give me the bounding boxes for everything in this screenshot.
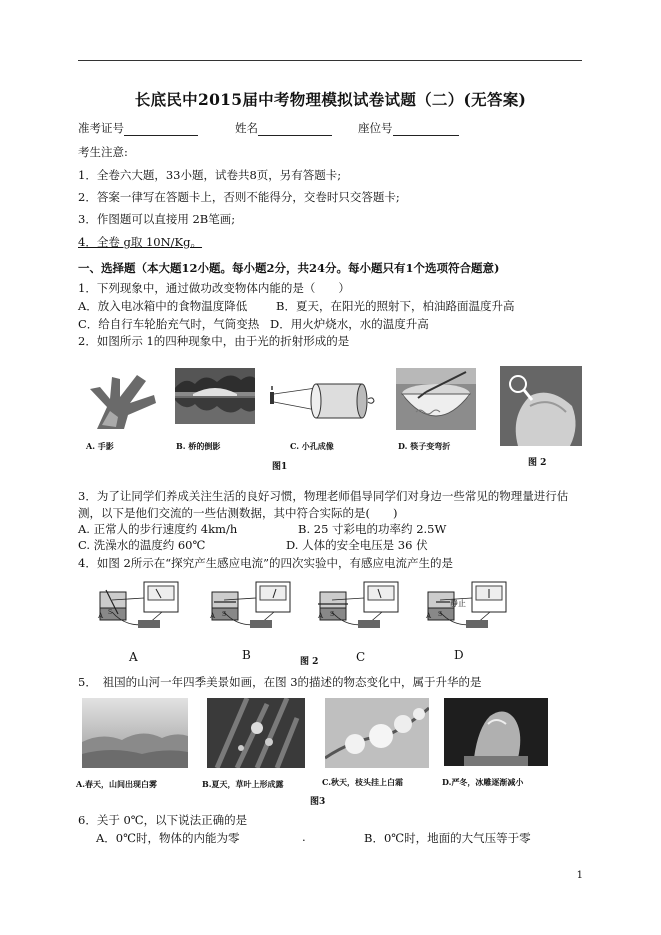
q3-option-d: D. 人体的安全电压是 36 伏 bbox=[286, 538, 428, 552]
autumn-frost-image bbox=[325, 698, 429, 768]
circuit-diagram-c bbox=[316, 578, 418, 640]
summer-dew-image bbox=[207, 698, 305, 768]
note-1: 1．全卷六大题，33小题，试卷共8页，另有答题卡; bbox=[78, 168, 342, 182]
circuit-diagram-d bbox=[424, 578, 526, 640]
candidate-id-field bbox=[78, 120, 198, 136]
fig1-label: 图1 bbox=[272, 462, 288, 472]
hand-shadow-image bbox=[82, 367, 164, 431]
name-blank bbox=[258, 123, 332, 136]
svg-text:A: A bbox=[426, 612, 432, 620]
q6-stem: 6．关于 0℃，以下说法正确的是 bbox=[78, 813, 248, 827]
name-label: 姓名 bbox=[235, 121, 258, 135]
q1-option-c: C．给自行车轮胎充气时，气筒变热 bbox=[78, 317, 260, 331]
q5-stem: 5． 祖国的山河一年四季美景如画，在图 3的描述的物态变化中，属于升华的是 bbox=[78, 675, 482, 689]
svg-text:S: S bbox=[330, 611, 335, 618]
note-4: 4．全卷 g取 10N/Kg。 bbox=[78, 235, 203, 249]
fig2-option-a: A bbox=[129, 650, 138, 664]
section-1-heading: 一、选择题（本大题12小题。每小题2分，共24分。每小题只有1个选项符合题意) bbox=[78, 261, 500, 275]
svg-text:A: A bbox=[210, 612, 216, 620]
winter-ice-sculpture-image bbox=[444, 698, 548, 766]
fig3-caption-d: D.严冬，冰雕逐渐减小 bbox=[442, 777, 524, 787]
fig2-option-d: D bbox=[454, 648, 464, 662]
q1-stem: 1．下列现象中，通过做功改变物体内能的是（ ） bbox=[78, 281, 350, 295]
chopsticks-bowl-image bbox=[396, 368, 476, 430]
fig2-option-b: B bbox=[242, 648, 251, 662]
circuit-diagram-b bbox=[208, 578, 310, 640]
q6-dot: . bbox=[302, 830, 306, 844]
fig1-caption-d: D. 筷子变弯折 bbox=[398, 441, 451, 451]
q3-option-a: A. 正常人的步行速度约 4km/h bbox=[78, 522, 238, 536]
fig2-label: 图 2 bbox=[300, 657, 319, 667]
q3-option-b: B. 25 寸彩电的功率约 2.5W bbox=[298, 522, 447, 536]
svg-text:S: S bbox=[108, 609, 113, 616]
q1-option-d: D．用火炉烧水，水的温度升高 bbox=[270, 317, 429, 331]
fig2-label-top: 图 2 bbox=[528, 458, 547, 468]
q3-option-c: C. 洗澡水的温度约 60℃ bbox=[78, 538, 206, 552]
magnifier-hand-image bbox=[500, 366, 582, 446]
spring-fog-image bbox=[82, 698, 188, 768]
seat-field bbox=[358, 120, 459, 136]
fig3-label: 图3 bbox=[310, 797, 326, 807]
seat-blank bbox=[393, 123, 459, 136]
q1-option-b: B．夏天，在阳光的照射下，柏油路面温度升高 bbox=[276, 299, 515, 313]
fig1-caption-c: C. 小孔成像 bbox=[290, 441, 334, 451]
page-number: 1 bbox=[576, 870, 583, 881]
q6-option-b: B．0℃时，地面的大气压等于零 bbox=[364, 831, 531, 845]
fig1-caption-a: A. 手影 bbox=[86, 441, 114, 451]
svg-text:S: S bbox=[438, 611, 443, 618]
svg-text:S: S bbox=[222, 611, 227, 618]
fig3-caption-a: A.春天，山间出现白雾 bbox=[76, 779, 157, 789]
fig2-option-c: C bbox=[356, 650, 366, 664]
top-rule bbox=[78, 60, 582, 61]
seat-label: 座位号 bbox=[358, 121, 393, 135]
q1-option-a: A．放入电冰箱中的食物温度降低 bbox=[78, 299, 248, 313]
bridge-reflection-image bbox=[175, 368, 255, 424]
svg-text:A: A bbox=[318, 612, 324, 620]
q4-stem: 4．如图 2所示在“探究产生感应电流”的四次实验中，有感应电流产生的是 bbox=[78, 556, 454, 570]
note-2: 2．答案一律写在答题卡上，否则不能得分，交卷时只交答题卡; bbox=[78, 190, 400, 204]
fig1-caption-b: B. 桥的倒影 bbox=[176, 441, 221, 451]
pinhole-imaging-image bbox=[266, 372, 382, 432]
q3-stem-line-2: 测，以下是他们交流的一些估测数据，其中符合实际的是( ) bbox=[78, 506, 398, 520]
fig3-caption-b: B.夏天，草叶上形成露 bbox=[202, 779, 284, 789]
page-title: 长底民中2015届中考物理模拟试卷试题（二）(无答案) bbox=[134, 90, 527, 109]
note-3: 3．作图题可以直接用 2B笔画; bbox=[78, 212, 236, 226]
fig3-caption-c: C.秋天，枝头挂上白霜 bbox=[322, 777, 404, 787]
candidate-id-label: 准考证号 bbox=[78, 121, 124, 135]
name-field bbox=[235, 120, 332, 136]
q6-option-a: A．0℃时，物体的内能为零 bbox=[96, 831, 240, 845]
static-label: 静止 bbox=[450, 599, 466, 608]
notes-title: 考生注意: bbox=[78, 145, 128, 159]
q2-stem: 2．如图所示 1的四种现象中，由于光的折射形成的是 bbox=[78, 334, 350, 348]
svg-text:A: A bbox=[98, 612, 104, 620]
candidate-id-blank bbox=[124, 123, 198, 136]
circuit-diagram-a bbox=[96, 578, 198, 640]
q3-stem-line-1: 3．为了让同学们养成关注生活的良好习惯，物理老师倡导同学们对身边一些常见的物理量进行估 bbox=[78, 489, 569, 503]
